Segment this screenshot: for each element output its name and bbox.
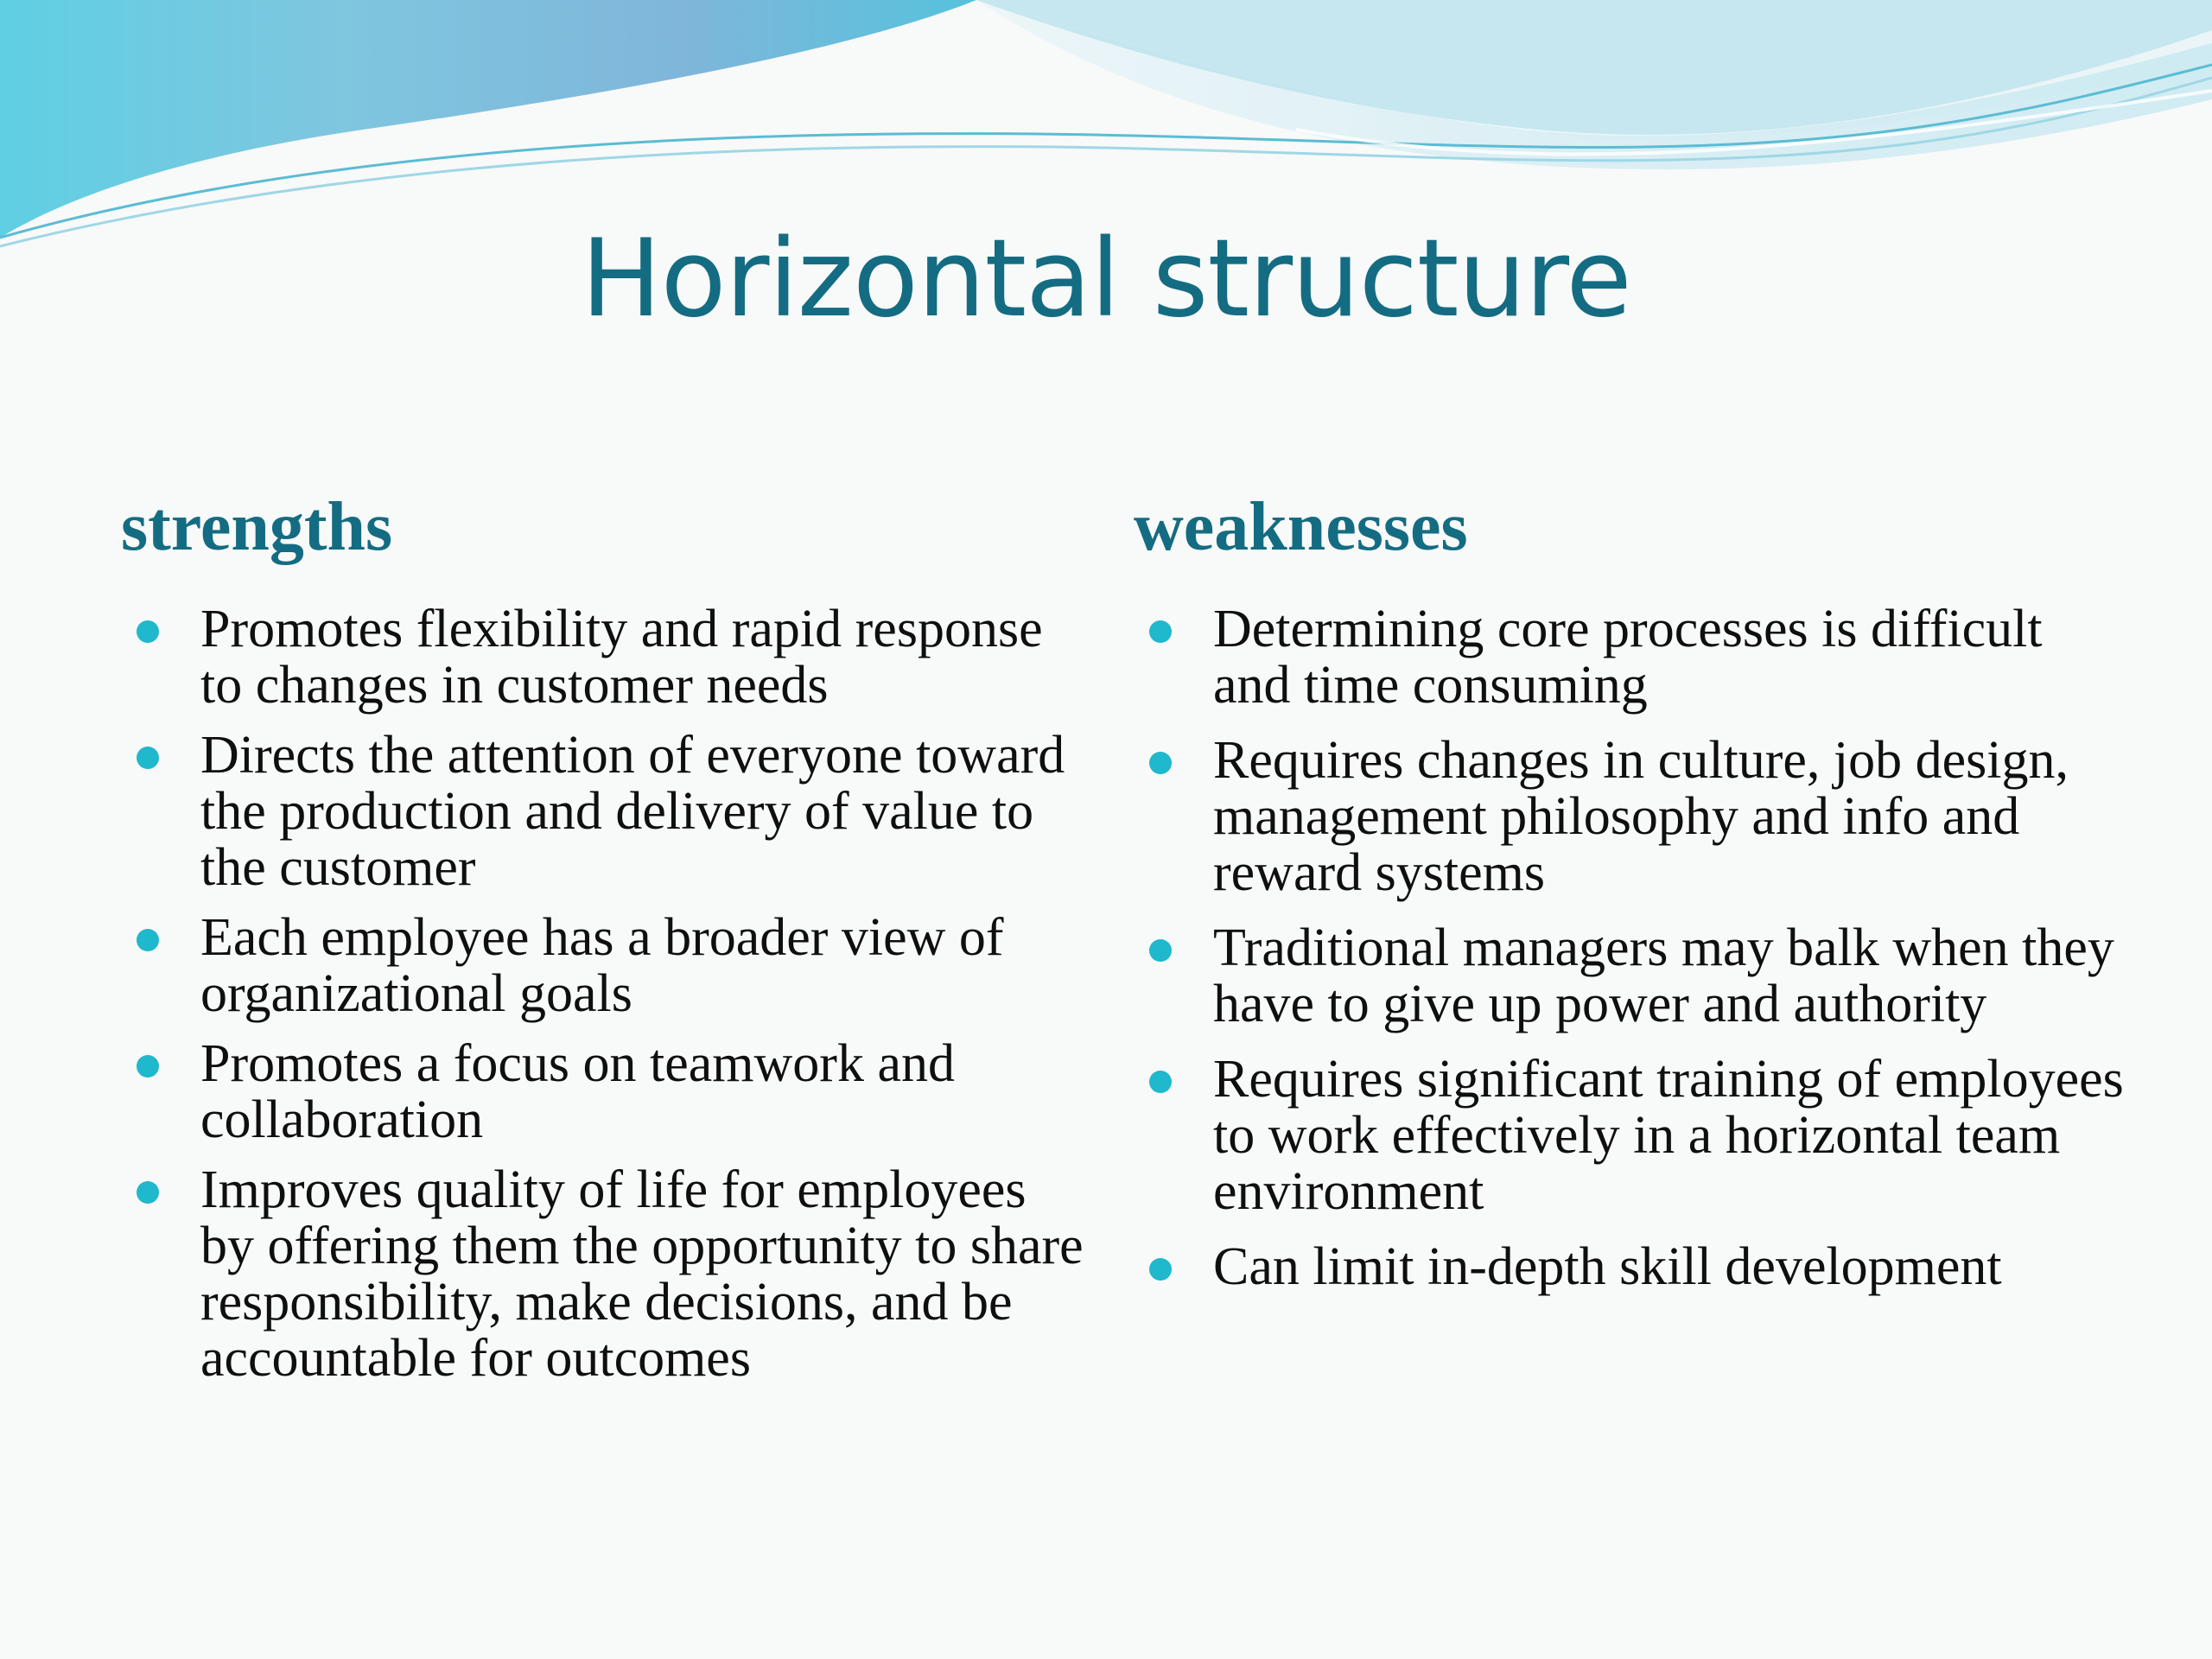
- weakness-item-text: Determining core processes is difficult and time consuming: [1213, 600, 2043, 715]
- weakness-item: [1134, 920, 2127, 1033]
- strength-item-text: Directs the attention of everyone toward the production and delivery of value to the customer: [200, 726, 1065, 897]
- bullet-dot-icon: [137, 620, 159, 643]
- bullet-dot-icon: [137, 929, 159, 951]
- strength-item-text: Improves quality of life for employees by offering them the opportunity to share responsibility, make decisions, and be accountable for outcomes: [200, 1160, 1084, 1388]
- bullet-dot-icon: [137, 1181, 159, 1204]
- weakness-item-text: Traditional managers may balk when they have to give up power and authority: [1213, 918, 2114, 1033]
- weakness-item: [1134, 1052, 2127, 1220]
- weaknesses-list: [1134, 601, 2127, 1295]
- strengths-list: [121, 601, 1089, 1387]
- bullet-dot-icon: [1149, 939, 1172, 962]
- strength-item: [121, 1162, 1089, 1387]
- strength-item: [121, 728, 1089, 896]
- weakness-item-text: Can limit in-depth skill development: [1213, 1237, 2002, 1296]
- weakness-item: [1134, 733, 2127, 901]
- strength-item: [121, 1036, 1089, 1148]
- bullet-dot-icon: [1149, 1071, 1172, 1093]
- strengths-heading: strengths: [121, 489, 393, 565]
- strength-item-text: Promotes flexibility and rapid response to changes in customer needs: [200, 600, 1043, 715]
- weaknesses-heading: weaknesses: [1134, 489, 1468, 565]
- strength-item-text: Each employee has a broader view of organizational goals: [200, 908, 1004, 1023]
- bullet-dot-icon: [1149, 620, 1172, 643]
- slide-title: Horizontal structure: [581, 217, 1631, 341]
- strength-item-text: Promotes a focus on teamwork and collaboration: [200, 1034, 955, 1149]
- bullet-dot-icon: [1149, 752, 1172, 774]
- strength-item: [121, 910, 1089, 1022]
- strength-item: [121, 601, 1089, 714]
- weakness-item: [1134, 1239, 2127, 1295]
- weakness-item-text: Requires changes in culture, job design, management philosophy and info and reward systems: [1213, 731, 2069, 902]
- weaknesses-column: [1134, 484, 2127, 1314]
- weakness-item-text: Requires significant training of employees to work effectively in a horizontal team environment: [1213, 1050, 2124, 1221]
- strengths-column: [121, 484, 1089, 1401]
- bullet-dot-icon: [137, 1055, 159, 1077]
- bullet-dot-icon: [137, 747, 159, 769]
- bullet-dot-icon: [1149, 1258, 1172, 1281]
- weakness-item: [1134, 601, 2127, 714]
